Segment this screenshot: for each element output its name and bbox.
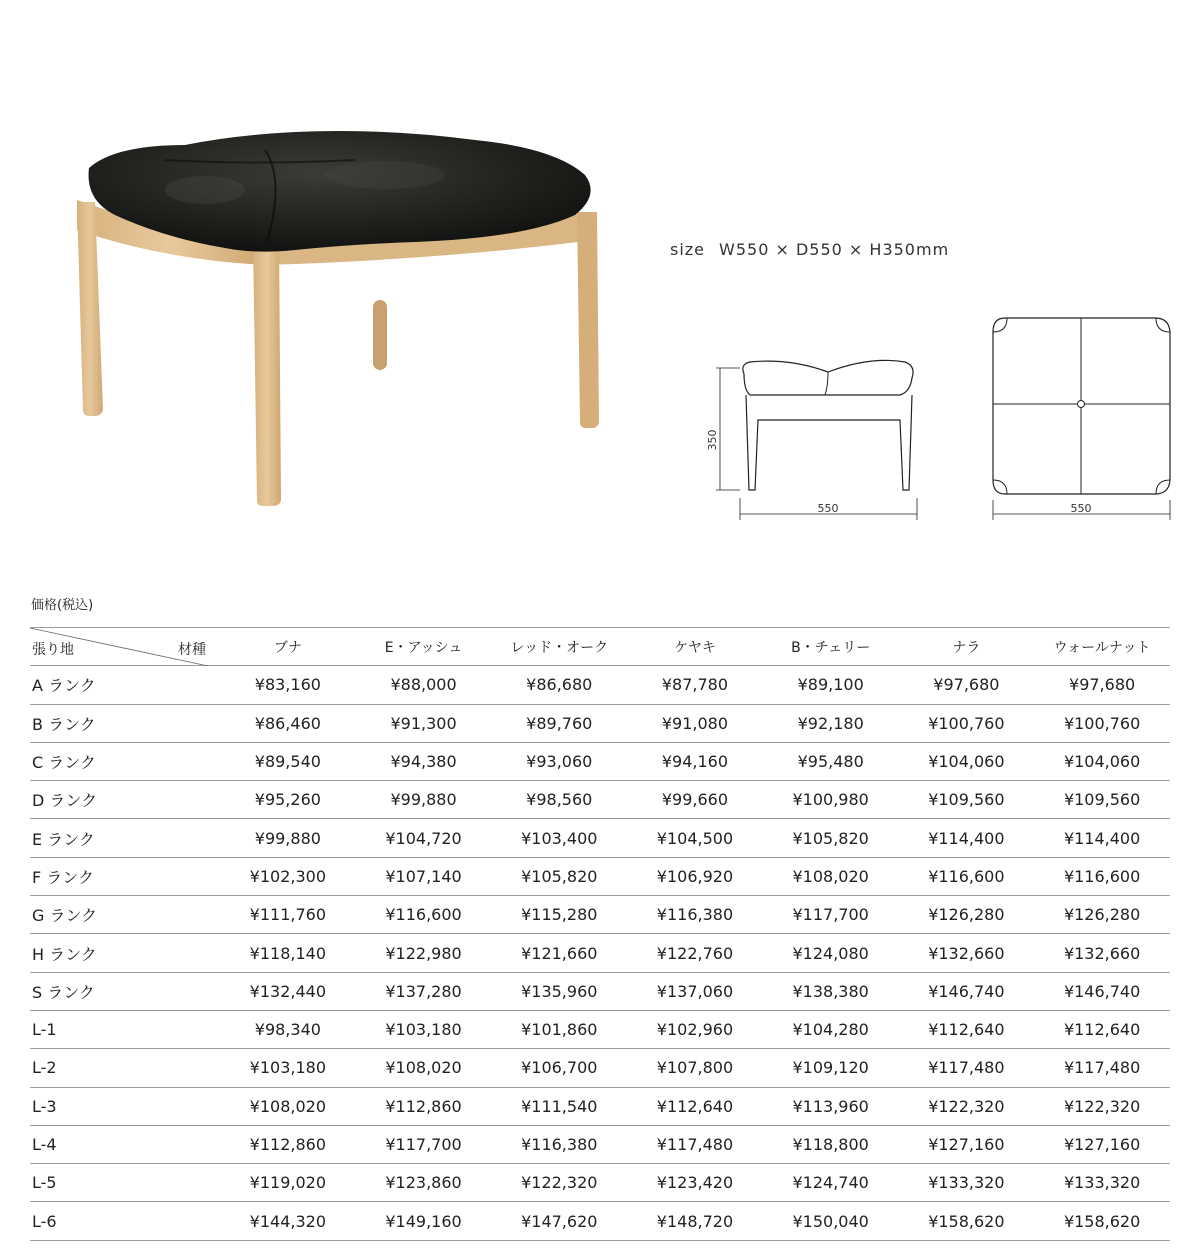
table-row <box>30 742 1170 780</box>
price-cell: ¥102,300 <box>220 857 356 895</box>
price-cell: ¥93,060 <box>491 742 627 780</box>
price-cell: ¥138,380 <box>763 972 899 1010</box>
table-row <box>30 781 1170 819</box>
table-row <box>30 819 1170 857</box>
price-cell: ¥117,700 <box>763 896 899 934</box>
price-cell: ¥106,920 <box>627 857 763 895</box>
price-cell: ¥119,020 <box>220 1164 356 1202</box>
price-cell: ¥114,400 <box>1034 819 1170 857</box>
table-row <box>30 666 1170 704</box>
price-cell: ¥122,980 <box>356 934 492 972</box>
price-cell: ¥88,000 <box>356 666 492 704</box>
size-label: size <box>670 240 706 259</box>
price-cell: ¥121,660 <box>491 934 627 972</box>
column-header-wood: ブナ <box>220 628 356 666</box>
price-cell: ¥117,480 <box>899 1049 1035 1087</box>
price-cell: ¥102,960 <box>627 1010 763 1048</box>
column-header-wood: ウォールナット <box>1034 628 1170 666</box>
price-table <box>30 627 1170 1241</box>
price-cell: ¥132,660 <box>899 934 1035 972</box>
price-cell: ¥122,320 <box>899 1087 1035 1125</box>
table-row <box>30 972 1170 1010</box>
price-cell: ¥99,660 <box>627 781 763 819</box>
price-cell: ¥123,420 <box>627 1164 763 1202</box>
price-cell: ¥116,380 <box>627 896 763 934</box>
side-height-label: 350 <box>706 429 719 451</box>
size-spec <box>670 240 949 259</box>
price-cell: ¥109,560 <box>899 781 1035 819</box>
price-cell: ¥100,760 <box>899 704 1035 742</box>
price-cell: ¥105,820 <box>763 819 899 857</box>
top-view-drawing <box>985 310 1180 525</box>
price-cell: ¥89,760 <box>491 704 627 742</box>
rank-label: E ランク <box>30 819 220 857</box>
rank-label: L-2 <box>30 1049 220 1087</box>
table-row <box>30 1087 1170 1125</box>
table-row <box>30 934 1170 972</box>
price-cell: ¥117,480 <box>627 1125 763 1163</box>
price-cell: ¥118,800 <box>763 1125 899 1163</box>
price-cell: ¥87,780 <box>627 666 763 704</box>
price-cell: ¥104,280 <box>763 1010 899 1048</box>
price-cell: ¥108,020 <box>356 1049 492 1087</box>
rank-label: D ランク <box>30 781 220 819</box>
side-view-drawing <box>700 350 930 525</box>
column-header-label: 材種 <box>178 642 206 658</box>
price-cell: ¥111,760 <box>220 896 356 934</box>
price-cell: ¥137,060 <box>627 972 763 1010</box>
price-cell: ¥100,760 <box>1034 704 1170 742</box>
price-cell: ¥91,080 <box>627 704 763 742</box>
price-cell: ¥103,180 <box>220 1049 356 1087</box>
price-cell: ¥148,720 <box>627 1202 763 1240</box>
price-cell: ¥149,160 <box>356 1202 492 1240</box>
price-cell: ¥99,880 <box>220 819 356 857</box>
price-cell: ¥147,620 <box>491 1202 627 1240</box>
table-row <box>30 1125 1170 1163</box>
price-cell: ¥97,680 <box>1034 666 1170 704</box>
price-cell: ¥103,400 <box>491 819 627 857</box>
price-cell: ¥95,480 <box>763 742 899 780</box>
price-cell: ¥126,280 <box>1034 896 1170 934</box>
price-cell: ¥112,640 <box>899 1010 1035 1048</box>
price-table-header <box>30 628 1170 666</box>
price-cell: ¥116,600 <box>356 896 492 934</box>
row-header-label: 張り地 <box>32 642 74 658</box>
price-cell: ¥104,720 <box>356 819 492 857</box>
price-cell: ¥108,020 <box>220 1087 356 1125</box>
price-cell: ¥100,980 <box>763 781 899 819</box>
price-cell: ¥111,540 <box>491 1087 627 1125</box>
price-cell: ¥98,560 <box>491 781 627 819</box>
price-cell: ¥124,740 <box>763 1164 899 1202</box>
side-width-label: 550 <box>817 502 839 515</box>
rank-label: F ランク <box>30 857 220 895</box>
table-row <box>30 896 1170 934</box>
table-row <box>30 1164 1170 1202</box>
price-cell: ¥86,460 <box>220 704 356 742</box>
price-cell: ¥158,620 <box>1034 1202 1170 1240</box>
price-cell: ¥112,640 <box>627 1087 763 1125</box>
price-cell: ¥150,040 <box>763 1202 899 1240</box>
size-value: W550 × D550 × H350mm <box>719 240 950 259</box>
column-header-wood: ナラ <box>899 628 1035 666</box>
price-cell: ¥135,960 <box>491 972 627 1010</box>
price-cell: ¥99,880 <box>356 781 492 819</box>
price-cell: ¥146,740 <box>899 972 1035 1010</box>
price-cell: ¥144,320 <box>220 1202 356 1240</box>
price-cell: ¥104,060 <box>899 742 1035 780</box>
price-cell: ¥117,700 <box>356 1125 492 1163</box>
price-cell: ¥106,700 <box>491 1049 627 1087</box>
rank-label: H ランク <box>30 934 220 972</box>
price-cell: ¥117,480 <box>1034 1049 1170 1087</box>
price-cell: ¥83,160 <box>220 666 356 704</box>
rank-label: G ランク <box>30 896 220 934</box>
price-cell: ¥122,760 <box>627 934 763 972</box>
price-cell: ¥98,340 <box>220 1010 356 1048</box>
price-cell: ¥116,380 <box>491 1125 627 1163</box>
rank-label: L-5 <box>30 1164 220 1202</box>
rank-label: A ランク <box>30 666 220 704</box>
price-cell: ¥86,680 <box>491 666 627 704</box>
price-cell: ¥112,860 <box>356 1087 492 1125</box>
price-cell: ¥89,540 <box>220 742 356 780</box>
price-cell: ¥116,600 <box>1034 857 1170 895</box>
price-cell: ¥126,280 <box>899 896 1035 934</box>
price-cell: ¥133,320 <box>1034 1164 1170 1202</box>
price-cell: ¥112,860 <box>220 1125 356 1163</box>
top-width-label: 550 <box>1070 502 1092 515</box>
column-header-wood: B・チェリー <box>763 628 899 666</box>
price-cell: ¥109,120 <box>763 1049 899 1087</box>
column-header-wood: ケヤキ <box>627 628 763 666</box>
price-cell: ¥103,180 <box>356 1010 492 1048</box>
rank-label: L-6 <box>30 1202 220 1240</box>
table-row <box>30 857 1170 895</box>
rank-label: L-4 <box>30 1125 220 1163</box>
price-cell: ¥114,400 <box>899 819 1035 857</box>
table-row <box>30 1202 1170 1240</box>
column-header-wood: E・アッシュ <box>356 628 492 666</box>
price-cell: ¥97,680 <box>899 666 1035 704</box>
price-cell: ¥89,100 <box>763 666 899 704</box>
price-cell: ¥104,500 <box>627 819 763 857</box>
table-row <box>30 1010 1170 1048</box>
price-cell: ¥132,660 <box>1034 934 1170 972</box>
price-cell: ¥109,560 <box>1034 781 1170 819</box>
price-cell: ¥107,800 <box>627 1049 763 1087</box>
price-cell: ¥133,320 <box>899 1164 1035 1202</box>
price-cell: ¥107,140 <box>356 857 492 895</box>
corner-header <box>30 628 220 666</box>
rank-label: L-1 <box>30 1010 220 1048</box>
table-row <box>30 1049 1170 1087</box>
price-cell: ¥112,640 <box>1034 1010 1170 1048</box>
rank-label: L-3 <box>30 1087 220 1125</box>
rank-label: B ランク <box>30 704 220 742</box>
price-cell: ¥108,020 <box>763 857 899 895</box>
price-cell: ¥115,280 <box>491 896 627 934</box>
price-cell: ¥158,620 <box>899 1202 1035 1240</box>
price-cell: ¥122,320 <box>1034 1087 1170 1125</box>
rank-label: C ランク <box>30 742 220 780</box>
rank-label: S ランク <box>30 972 220 1010</box>
column-header-wood: レッド・オーク <box>491 628 627 666</box>
price-cell: ¥105,820 <box>491 857 627 895</box>
price-cell: ¥146,740 <box>1034 972 1170 1010</box>
price-cell: ¥127,160 <box>1034 1125 1170 1163</box>
price-cell: ¥124,080 <box>763 934 899 972</box>
price-cell: ¥132,440 <box>220 972 356 1010</box>
price-cell: ¥123,860 <box>356 1164 492 1202</box>
price-cell: ¥137,280 <box>356 972 492 1010</box>
price-cell: ¥116,600 <box>899 857 1035 895</box>
price-cell: ¥104,060 <box>1034 742 1170 780</box>
price-cell: ¥122,320 <box>491 1164 627 1202</box>
price-cell: ¥94,160 <box>627 742 763 780</box>
price-cell: ¥101,860 <box>491 1010 627 1048</box>
price-cell: ¥94,380 <box>356 742 492 780</box>
price-cell: ¥91,300 <box>356 704 492 742</box>
price-cell: ¥118,140 <box>220 934 356 972</box>
ottoman-photo <box>55 120 635 530</box>
price-cell: ¥127,160 <box>899 1125 1035 1163</box>
price-caption: 価格(税込) <box>31 598 94 613</box>
price-cell: ¥95,260 <box>220 781 356 819</box>
price-cell: ¥113,960 <box>763 1087 899 1125</box>
price-cell: ¥92,180 <box>763 704 899 742</box>
table-row <box>30 704 1170 742</box>
